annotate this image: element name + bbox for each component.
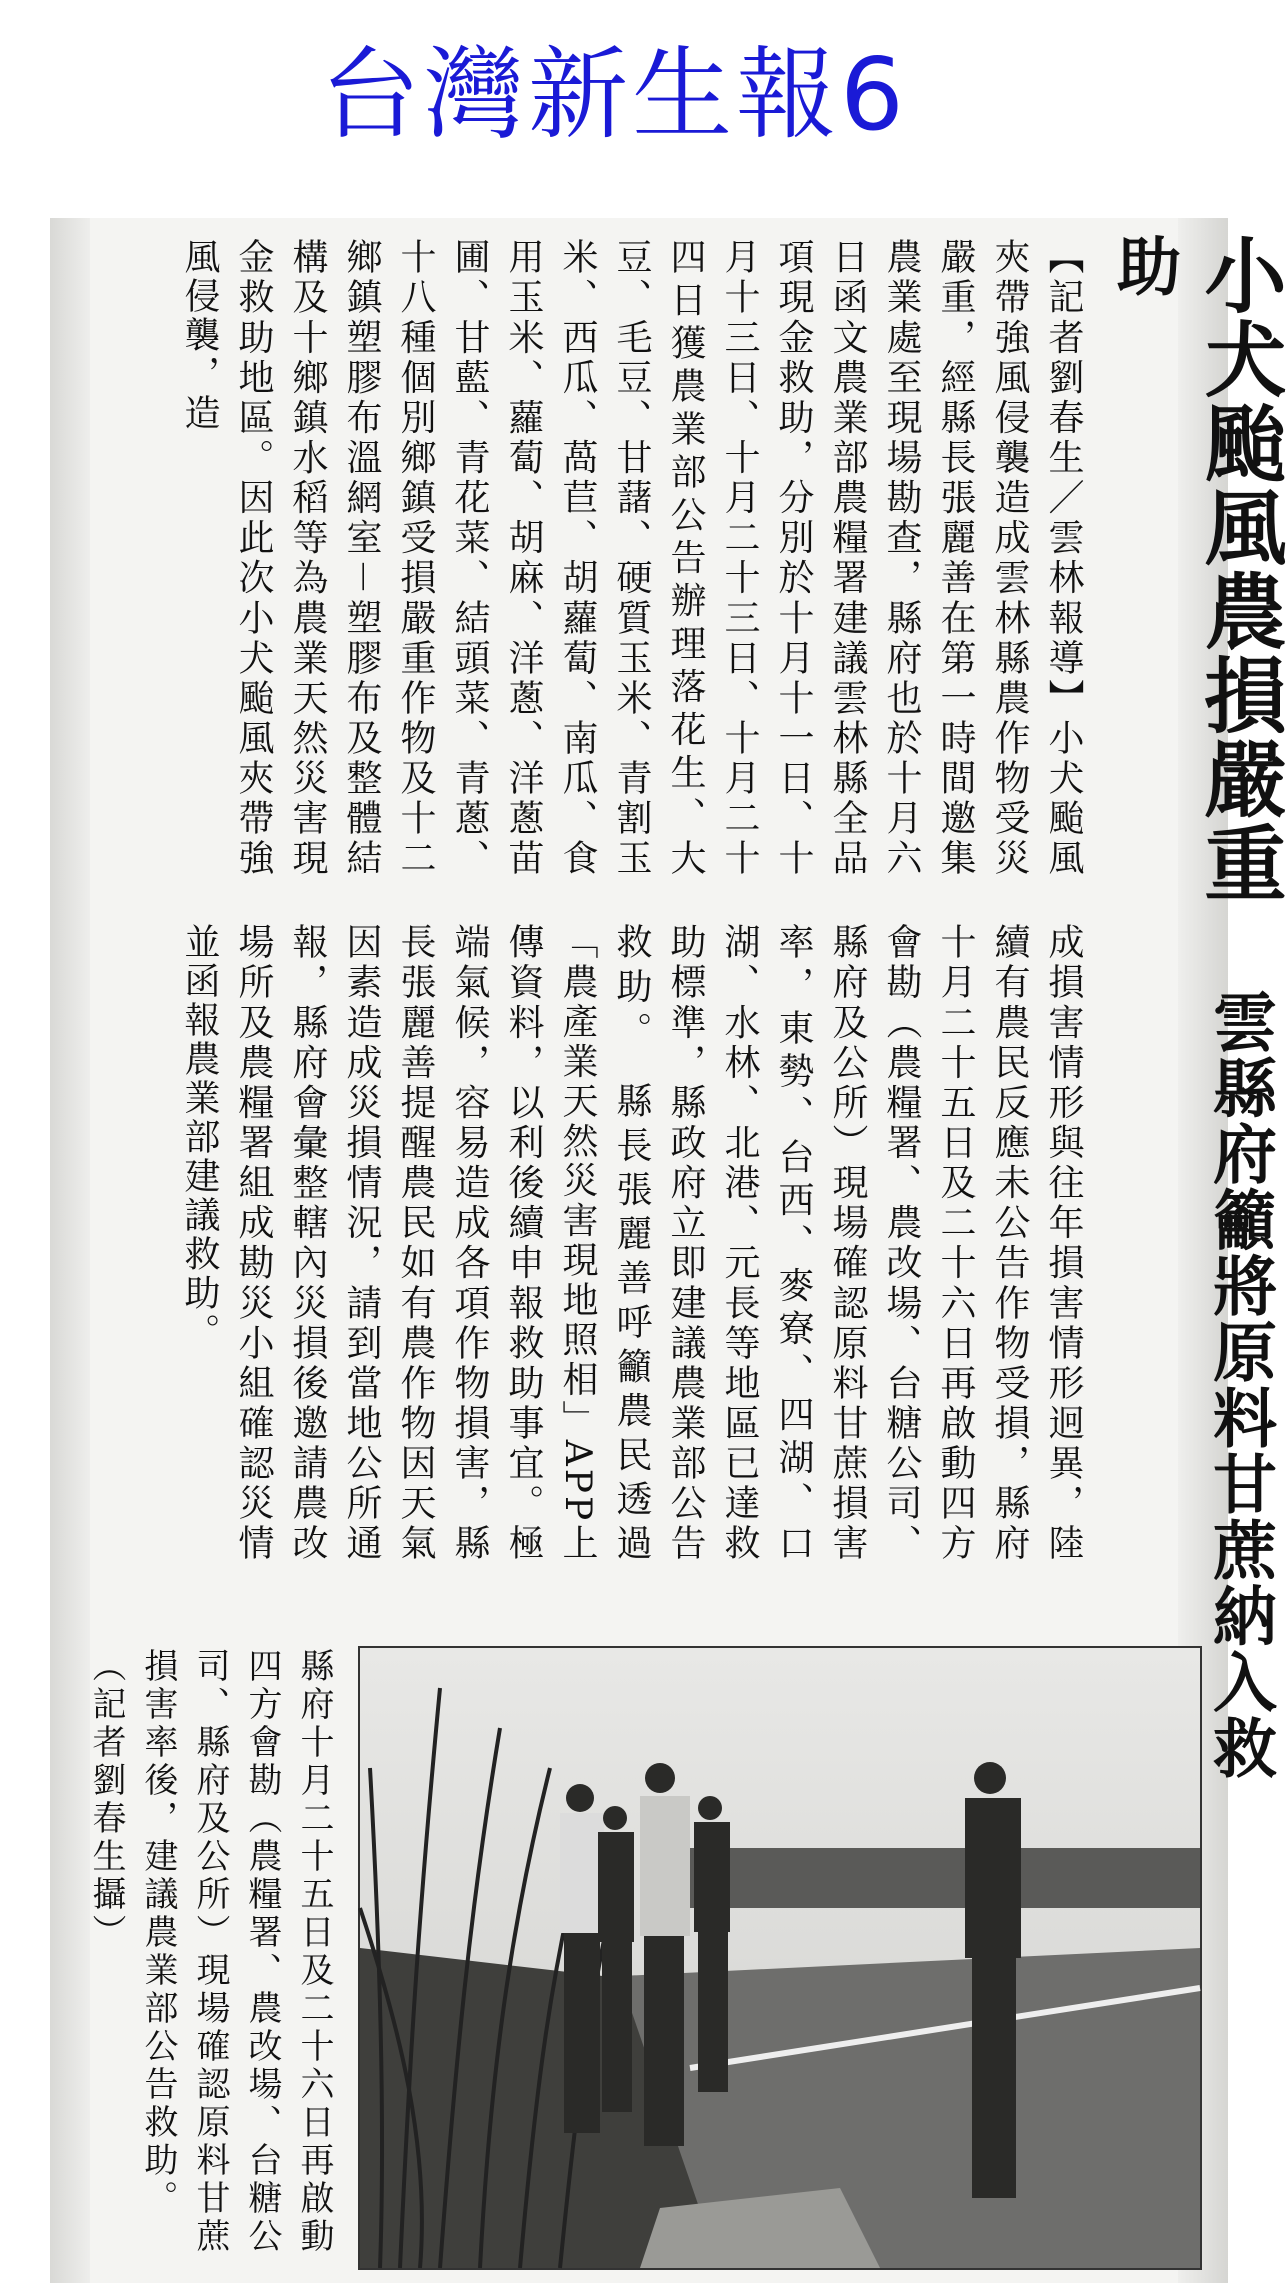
article-photo — [358, 1646, 1202, 2270]
article-body-part2-wrap — [172, 923, 1090, 1563]
headline-sub: 雲縣府籲將原料甘蔗納入救助 — [1106, 233, 1277, 1781]
article-headline — [1095, 233, 1287, 1793]
article-body-part1: 【記者劉春生／雲林報導】小犬颱風夾帶強風侵襲造成雲林縣農作物受災嚴重，經縣長張麗善在第一時間邀集農業處至現場勘查，縣府也於十月六日函文農業部農糧署建議雲林縣全品項現金救助，分別於十月十一日、十月十三日、十月二十三日、十月二十四日獲農業部公告辦理落花生、大豆、毛豆、甘藷、硬質玉米、青割玉米、西瓜、萵苣、胡蘿蔔、南瓜、食用玉米、蘿蔔、胡麻、洋蔥、洋蔥苗圃、甘藍、青花菜、結頭菜、青蔥、十八種個別鄉鎮受損嚴重作物及十二鄉鎮塑膠布溫網室－塑膠布及整體結構及十鄉鎮水稻等為農業天然災害現金救助地區。因此次小犬颱風夾帶強風侵襲，造 — [179, 238, 1084, 878]
newspaper-masthead: 台灣新生報6 — [320, 36, 908, 153]
newspaper-clipping — [50, 218, 1287, 2283]
field-inspection-photo — [360, 1648, 1200, 2268]
photo-caption: 縣府十月二十五日及二十六日再啟動四方會勘（農糧署、農改場、台糖公司、縣府及公所）現場確認原料甘蔗損害率後，建議農業部公告救助。（記者劉春生攝） — [86, 1648, 334, 2256]
article-body-upper — [70, 218, 1090, 1564]
headline-main: 小犬颱風農損嚴重 — [1191, 233, 1287, 905]
article-body-part2: 成損害情形與往年損害情形迥異，陸續有農民反應未公告作物受損，縣府十月二十五日及二十六日再啟動四方會勘（農糧署、農改場、台糖公司、縣府及公所）現場確認原料甘蔗損害率，東勢、台西、麥寮、四湖、口湖、水林、北港、元長等地區已達救助標準，縣政府立即建議農業部公告救助。 — [611, 923, 1084, 1563]
article-body-part3: 縣長張麗善呼籲農民透過「農產業天然災害現地照相」APP上傳資料，以利後續申報救助事宜。極端氣候，容易造成各項作物損害，縣長張麗善提醒農民如有農作物因天氣因素造成災損情況，請到當地公所通報，縣府會彙整轄內災損後邀請農改場所及農糧署組成勘災小組確認災情並函報農業部建議救助。 — [179, 923, 652, 1564]
